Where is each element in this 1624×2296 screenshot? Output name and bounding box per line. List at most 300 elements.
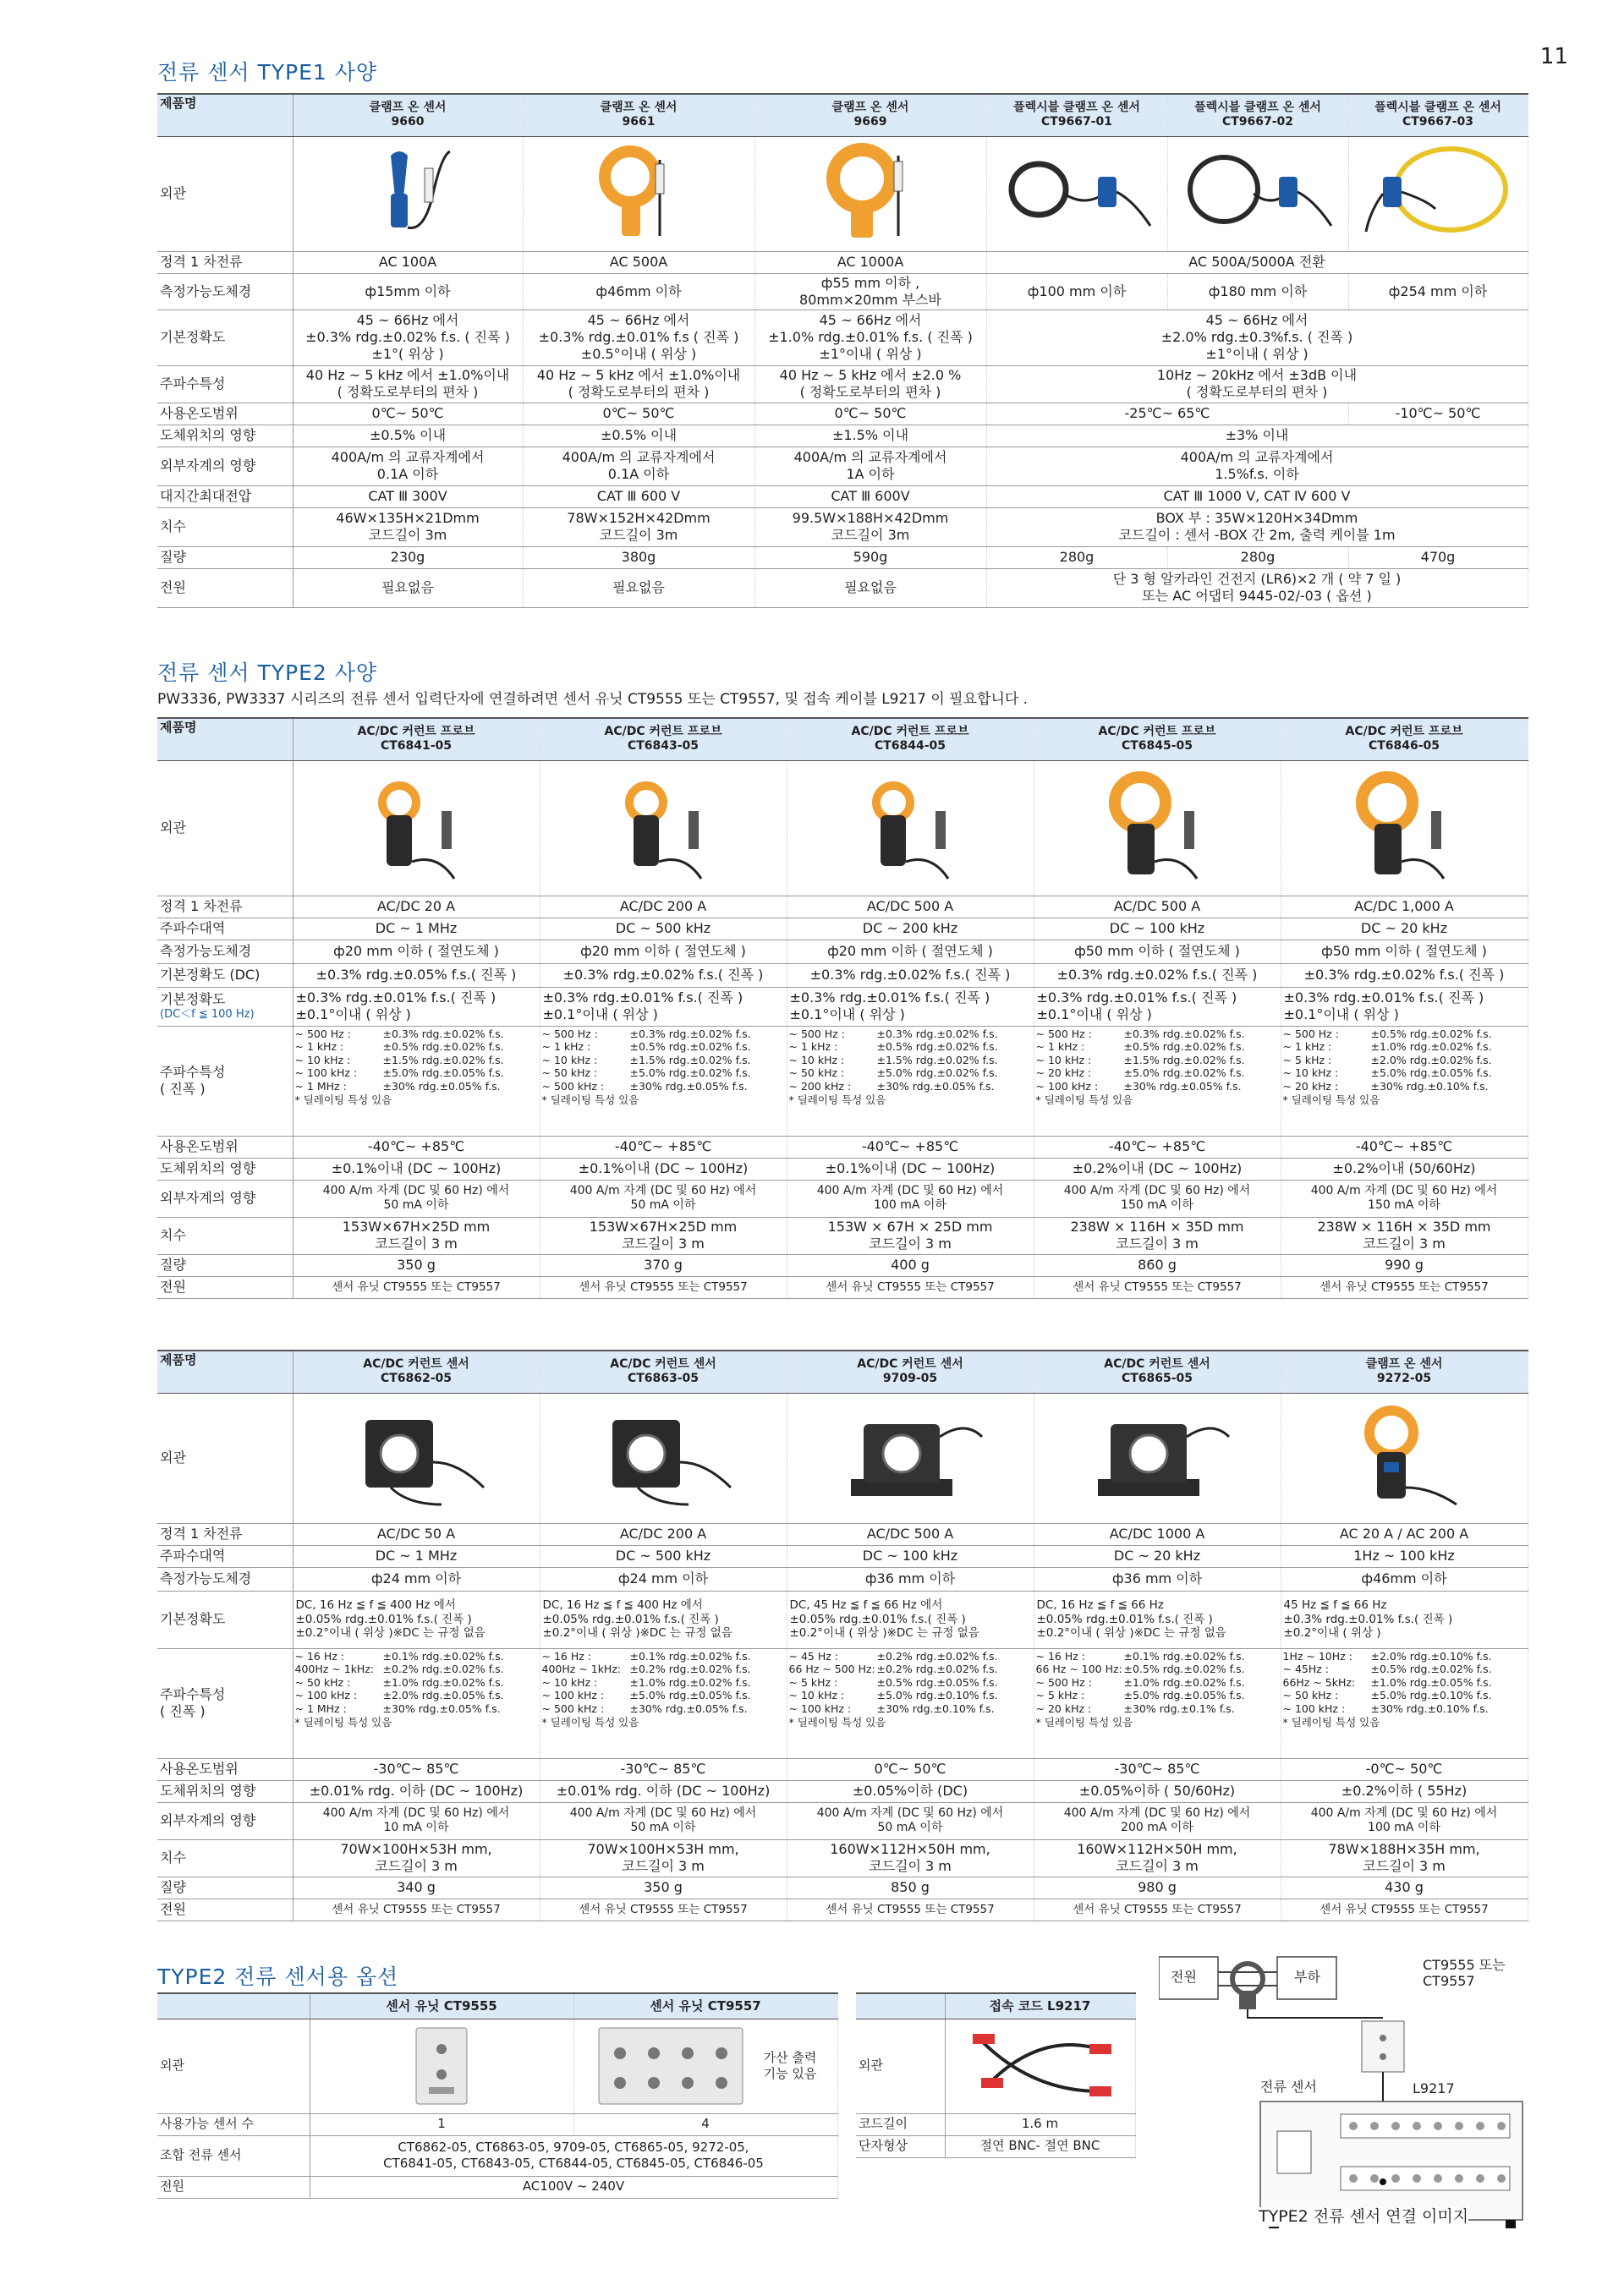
product-model: CT9667-03 bbox=[1402, 115, 1474, 129]
cell: 10Hz ~ 20kHz 에서 ±3dB 이내 ( 정확도로부터의 편차 ) bbox=[986, 365, 1528, 403]
cell: 70W×100H×53H mm, 코드길이 3 m bbox=[293, 1839, 540, 1877]
product-header: 클램프 온 센서 9272-05 bbox=[1281, 1351, 1528, 1393]
freq-row bbox=[157, 1648, 1528, 1758]
rated-row bbox=[157, 1523, 1528, 1545]
row-label: 정격 1 차전류 bbox=[157, 1523, 293, 1545]
freq-line: ~ 500 Hz : ±0.3% rdg.±0.02% f.s. bbox=[1035, 1027, 1245, 1040]
cell: 45 ~ 66Hz 에서 ±0.3% rdg.±0.02% f.s. ( 진폭 ) ±1°( 위상 ) bbox=[293, 310, 523, 365]
cell: 153W×67H×25D mm 코드길이 3 m bbox=[293, 1217, 540, 1254]
freq-line: ~ 50 kHz : ±1.0% rdg.±0.02% f.s. bbox=[294, 1675, 504, 1689]
diameter-row bbox=[157, 273, 1528, 310]
freq-line: ~ 50 kHz : ±5.0% rdg.±0.10% f.s. bbox=[1282, 1689, 1492, 1702]
cell: 78W×188H×35H mm, 코드길이 3 m bbox=[1281, 1839, 1528, 1877]
cell: ф24 mm 이하 bbox=[540, 1567, 787, 1591]
cell: AC 500A/5000A 전환 bbox=[986, 251, 1528, 273]
cell: AC/DC 1000 A bbox=[1034, 1523, 1281, 1545]
cell: 1.6 m bbox=[945, 2113, 1135, 2135]
mass-row bbox=[157, 1254, 1528, 1276]
cell: 400 A/m 자계 (DC 및 60 Hz) 에서 150 mA 이하 bbox=[1281, 1180, 1528, 1217]
product-image-ct9555 bbox=[310, 2019, 573, 2113]
cell: 370 g bbox=[540, 1254, 787, 1276]
cell: ф46mm 이하 bbox=[1281, 1567, 1528, 1591]
header-label: 제품명 bbox=[157, 718, 293, 760]
freq-line: ~ 500 Hz : ±1.0% rdg.±0.02% f.s. bbox=[1035, 1675, 1245, 1689]
diagram-sensor-label: 전류 센서 bbox=[1260, 2079, 1317, 2095]
row-label: 정격 1 차전류 bbox=[157, 251, 293, 273]
row-label: 측정가능도체경 bbox=[157, 273, 293, 310]
power-row bbox=[157, 1899, 1528, 1921]
cell: AC 500A bbox=[523, 251, 754, 273]
cell: CAT Ⅲ 1000 V, CAT Ⅳ 600 V bbox=[986, 485, 1528, 507]
freq-line: ~ 10 kHz : ±1.5% rdg.±0.02% f.s. bbox=[788, 1053, 998, 1066]
product-image-ct6841 bbox=[293, 760, 540, 896]
cell: 센서 유닛 CT9555 또는 CT9557 bbox=[293, 1899, 540, 1921]
freq-line: ~ 20 kHz : ±30% rdg.±0.1% f.s. bbox=[1035, 1702, 1235, 1715]
row-label: 질량 bbox=[157, 1254, 293, 1276]
row-label: 치수 bbox=[157, 1839, 293, 1877]
product-header: AC/DC 커런트 센서 CT6865-05 bbox=[1034, 1351, 1281, 1393]
freq-cell bbox=[540, 1648, 787, 1758]
external-row bbox=[157, 447, 1528, 485]
freq-line: ~ 1 kHz : ±0.5% rdg.±0.02% f.s. bbox=[1035, 1040, 1245, 1054]
cell: AC/DC 200 A bbox=[540, 1523, 787, 1545]
cell: DC, 16 Hz ≦ f ≦ 66 Hz ±0.05% rdg.±0.01% f.s.( 진폭 ) ±0.2°이내 ( 위상 )※DC 는 규정 없음 bbox=[1034, 1591, 1281, 1648]
cell: CT6862-05, CT6863-05, 9709-05, CT6865-05, 9272-05, CT6841-05, CT6843-05, CT6844-05, CT6845-05, CT6846-05 bbox=[310, 2135, 837, 2176]
voltage-row bbox=[157, 485, 1528, 507]
cell: -30℃~ 85℃ bbox=[540, 1758, 787, 1780]
cell: 400A/m 의 교류자계에서 1A 이하 bbox=[754, 447, 986, 485]
product-header: 접속 코드 L9217 bbox=[945, 1993, 1135, 2019]
row-label: 사용온도범위 bbox=[157, 1758, 293, 1780]
row-label: 외관 bbox=[157, 136, 293, 251]
power-row bbox=[157, 568, 1528, 607]
cell: ф46mm 이하 bbox=[523, 273, 754, 310]
product-header bbox=[986, 94, 1167, 136]
rated-row bbox=[157, 896, 1528, 918]
sensor-unit-table bbox=[157, 1992, 838, 2199]
product-name: 플렉시블 클램프 온 센서 bbox=[1013, 100, 1140, 114]
cell: 0℃~ 50℃ bbox=[523, 403, 754, 425]
cell: ±0.5% 이내 bbox=[523, 425, 754, 447]
freq-line: ~ 45Hz : ±0.5% rdg.±0.02% f.s. bbox=[1282, 1663, 1492, 1676]
header-label: 제품명 bbox=[157, 1351, 293, 1393]
cell: ф24 mm 이하 bbox=[293, 1567, 540, 1591]
cell: ±0.05%이하 ( 50/60Hz) bbox=[1034, 1780, 1281, 1802]
product-image-9661 bbox=[523, 136, 754, 251]
freq-line: ~ 500 kHz : ±30% rdg.±0.05% f.s. bbox=[541, 1702, 748, 1715]
freq-cell bbox=[540, 1026, 787, 1136]
addon-label: 가산 출력 기능 있음 bbox=[763, 2049, 817, 2081]
dims-row bbox=[157, 1839, 1528, 1877]
derating-note: * 딜레이팅 특성 있음 bbox=[1035, 1093, 1133, 1106]
cell: 46W×135H×21Dmm 코드길이 3m bbox=[293, 507, 523, 546]
product-image-ct6846 bbox=[1281, 760, 1528, 896]
freq-line: ~ 20 kHz : ±5.0% rdg.±0.02% f.s. bbox=[1035, 1066, 1245, 1080]
cell: DC, 16 Hz ≦ f ≦ 400 Hz 에서 ±0.05% rdg.±0.01% f.s.( 진폭 ) ±0.2°이내 ( 위상 )※DC 는 규정 없음 bbox=[540, 1591, 787, 1648]
cell: 필요없음 bbox=[754, 568, 986, 607]
cell: ±0.3% rdg.±0.02% f.s.( 진폭 ) bbox=[787, 963, 1034, 987]
row-label: 주파수대역 bbox=[157, 918, 293, 940]
freq-line: ~ 500 Hz : ±0.3% rdg.±0.02% f.s. bbox=[294, 1027, 504, 1040]
product-image-ct6844 bbox=[787, 760, 1034, 896]
cell: ±0.3% rdg.±0.05% f.s.( 진폭 ) bbox=[293, 963, 540, 987]
freq-row bbox=[157, 1026, 1528, 1136]
row-label: 질량 bbox=[157, 546, 293, 568]
freq-line: ~ 1 MHz : ±30% rdg.±0.05% f.s. bbox=[294, 1702, 501, 1715]
product-name: 클램프 온 센서 bbox=[600, 100, 678, 114]
cell: 78W×152H×42Dmm 코드길이 3m bbox=[523, 507, 754, 546]
mass-row bbox=[157, 546, 1528, 568]
row-label: 전원 bbox=[157, 2176, 310, 2198]
product-header bbox=[293, 94, 523, 136]
diagram-load-label: 부하 bbox=[1294, 1969, 1320, 1985]
diameter-row bbox=[157, 1567, 1528, 1591]
diameter-row bbox=[157, 940, 1528, 963]
freq-line: ~ 500 Hz : ±0.5% rdg.±0.02% f.s. bbox=[1282, 1027, 1492, 1040]
cell: 400A/m 의 교류자계에서 0.1A 이하 bbox=[293, 447, 523, 485]
product-header: 센서 유닛 CT9555 bbox=[310, 1993, 573, 2019]
row-label: 도체위치의 영향 bbox=[157, 1158, 293, 1180]
derating-note: * 딜레이팅 특성 있음 bbox=[1282, 1715, 1380, 1729]
cell: 340 g bbox=[293, 1877, 540, 1899]
position-row bbox=[157, 1780, 1528, 1802]
cell: 필요없음 bbox=[293, 568, 523, 607]
cell: AC 1000A bbox=[754, 251, 986, 273]
product-image-ct9667-02 bbox=[1167, 136, 1348, 251]
product-header: 센서 유닛 CT9557 bbox=[573, 1993, 837, 2019]
cell: 1 bbox=[310, 2113, 573, 2135]
row-label: 기본정확도 (DC＜f ≦ 100 Hz) bbox=[157, 987, 293, 1026]
freq-line: ~ 500 Hz : ±0.3% rdg.±0.02% f.s. bbox=[788, 1027, 998, 1040]
page-number: 11 bbox=[1539, 44, 1568, 69]
row-label: 단자형상 bbox=[856, 2135, 945, 2157]
cell: 470g bbox=[1348, 546, 1528, 568]
cell: 45 ~ 66Hz 에서 ±0.3% rdg.±0.01% f.s ( 진폭 ) ±0.5°이내 ( 위상 ) bbox=[523, 310, 754, 365]
freq-line: 1Hz ~ 10Hz : ±2.0% rdg.±0.10% f.s. bbox=[1282, 1649, 1492, 1663]
freq-line: 400Hz ~ 1kHz: ±0.2% rdg.±0.02% f.s. bbox=[294, 1663, 504, 1676]
freq-line: ~ 20 kHz : ±30% rdg.±0.10% f.s. bbox=[1282, 1080, 1489, 1093]
mass-row bbox=[157, 1877, 1528, 1899]
row-label: 외관 bbox=[157, 760, 293, 896]
cell: 센서 유닛 CT9555 또는 CT9557 bbox=[1281, 1899, 1528, 1921]
cell: -10℃~ 50℃ bbox=[1348, 403, 1528, 425]
type2-note: PW3336, PW3337 시리즈의 전류 센서 입력단자에 연결하려면 센서 유닛 CT9555 또는 CT9557, 및 접속 케이블 L9217 이 필요합니다 . bbox=[157, 691, 1029, 708]
cell: 40 Hz ~ 5 kHz 에서 ±2.0 % ( 정확도로부터의 편차 ) bbox=[754, 365, 986, 403]
cell: 400A/m 의 교류자계에서 0.1A 이하 bbox=[523, 447, 754, 485]
cell: 980 g bbox=[1034, 1877, 1281, 1899]
cell: CAT Ⅲ 600 V bbox=[523, 485, 754, 507]
cell: 센서 유닛 CT9555 또는 CT9557 bbox=[540, 1899, 787, 1921]
diagram-unit-label: CT9555 또는 CT9557 bbox=[1423, 1957, 1506, 1990]
cell: AC/DC 500 A bbox=[787, 1523, 1034, 1545]
cell: DC ~ 500 kHz bbox=[540, 1545, 787, 1567]
cell: 850 g bbox=[787, 1877, 1034, 1899]
cell: 센서 유닛 CT9555 또는 CT9557 bbox=[787, 1276, 1034, 1298]
cell: AC/DC 500 A bbox=[1034, 896, 1281, 918]
cell: ±0.01% rdg. 이하 (DC ~ 100Hz) bbox=[540, 1780, 787, 1802]
row-label: 사용가능 센서 수 bbox=[157, 2113, 310, 2135]
cell: 400 A/m 자계 (DC 및 60 Hz) 에서 50 mA 이하 bbox=[293, 1180, 540, 1217]
freq-line: ~ 1 kHz : ±0.5% rdg.±0.02% f.s. bbox=[788, 1040, 998, 1054]
row-label: 전원 bbox=[157, 1276, 293, 1298]
freq-cell bbox=[1281, 1648, 1528, 1758]
type2-title: 전류 센서 TYPE2 사양 bbox=[157, 660, 378, 685]
cell: DC ~ 500 kHz bbox=[540, 918, 787, 940]
row-label: 대지간최대전압 bbox=[157, 485, 293, 507]
product-image-9272 bbox=[1281, 1393, 1528, 1523]
cell: AC/DC 500 A bbox=[787, 896, 1034, 918]
freq-line: ~ 100 kHz : ±30% rdg.±0.05% f.s. bbox=[1035, 1080, 1242, 1093]
cell: ±0.05%이하 (DC) bbox=[787, 1780, 1034, 1802]
cell: 400 A/m 자계 (DC 및 60 Hz) 에서 100 mA 이하 bbox=[1281, 1802, 1528, 1839]
cell: AC/DC 50 A bbox=[293, 1523, 540, 1545]
options-title: TYPE2 전류 센서용 옵션 bbox=[157, 1964, 399, 1989]
cell: 238W × 116H × 35D mm 코드길이 3 m bbox=[1034, 1217, 1281, 1254]
freq-line: ~ 200 kHz : ±30% rdg.±0.05% f.s. bbox=[788, 1080, 995, 1093]
product-header: AC/DC 커런트 센서 9709-05 bbox=[787, 1351, 1034, 1393]
cell: ф254 mm 이하 bbox=[1348, 273, 1528, 310]
cell: AC/DC 1,000 A bbox=[1281, 896, 1528, 918]
row-label: 도체위치의 영향 bbox=[157, 1780, 293, 1802]
freq-line: ~ 500 kHz : ±30% rdg.±0.05% f.s. bbox=[541, 1080, 748, 1093]
external-row bbox=[157, 1802, 1528, 1839]
row-label: 도체위치의 영향 bbox=[157, 425, 293, 447]
row-label: 코드길이 bbox=[856, 2113, 945, 2135]
freq-line: ~ 1 kHz : ±0.5% rdg.±0.02% f.s. bbox=[294, 1040, 504, 1054]
derating-note: * 딜레이팅 특성 있음 bbox=[541, 1093, 639, 1106]
derating-note: * 딜레이팅 특성 있음 bbox=[788, 1093, 886, 1106]
derating-note: * 딜레이팅 특성 있음 bbox=[294, 1715, 392, 1729]
row-label: 기본정확도 (DC) bbox=[157, 963, 293, 987]
product-header: AC/DC 커런트 프로브 CT6846-05 bbox=[1281, 718, 1528, 760]
acc-ac-row bbox=[157, 987, 1528, 1026]
cell: ±0.3% rdg.±0.02% f.s.( 진폭 ) bbox=[1034, 963, 1281, 987]
cell: 400 A/m 자계 (DC 및 60 Hz) 에서 50 mA 이하 bbox=[540, 1802, 787, 1839]
row-label: 주파수특성 bbox=[157, 365, 293, 403]
cell: 400 A/m 자계 (DC 및 60 Hz) 에서 200 mA 이하 bbox=[1034, 1802, 1281, 1839]
cell: 400 g bbox=[787, 1254, 1034, 1276]
cell: 280g bbox=[1167, 546, 1348, 568]
freq-row bbox=[157, 365, 1528, 403]
cell: 990 g bbox=[1281, 1254, 1528, 1276]
cell: AC/DC 200 A bbox=[540, 896, 787, 918]
freq-cell bbox=[1034, 1026, 1281, 1136]
cell: -40℃~ +85℃ bbox=[293, 1136, 540, 1158]
cell: DC ~ 1 MHz bbox=[293, 1545, 540, 1567]
cell: 70W×100H×53H mm, 코드길이 3 m bbox=[540, 1839, 787, 1877]
cell: DC, 16 Hz ≦ f ≦ 400 Hz 에서 ±0.05% rdg.±0.01% f.s.( 진폭 ) ±0.2°이내 ( 위상 )※DC 는 규정 없음 bbox=[293, 1591, 540, 1648]
cell: 400 A/m 자계 (DC 및 60 Hz) 에서 10 mA 이하 bbox=[293, 1802, 540, 1839]
temp-row bbox=[157, 1136, 1528, 1158]
cell: 350 g bbox=[293, 1254, 540, 1276]
accuracy-row bbox=[157, 1591, 1528, 1648]
type2-table-b bbox=[157, 1350, 1528, 1921]
cell: 860 g bbox=[1034, 1254, 1281, 1276]
product-header: AC/DC 커런트 센서 CT6862-05 bbox=[293, 1351, 540, 1393]
header-row bbox=[157, 718, 1528, 760]
freq-line: ~ 10 kHz : ±1.0% rdg.±0.02% f.s. bbox=[541, 1675, 751, 1689]
cell: ±0.01% rdg. 이하 (DC ~ 100Hz) bbox=[293, 1780, 540, 1802]
product-model: CT9667-02 bbox=[1221, 115, 1294, 129]
cell: ф55 mm 이하 , 80mm×20mm 부스바 bbox=[754, 273, 986, 310]
product-header: AC/DC 커런트 프로브 CT6843-05 bbox=[540, 718, 787, 760]
cell: 280g bbox=[986, 546, 1167, 568]
acc-dc-row bbox=[157, 963, 1528, 987]
cell: DC, 45 Hz ≦ f ≦ 66 Hz 에서 ±0.05% rdg.±0.01% f.s.( 진폭 ) ±0.2°이내 ( 위상 )※DC 는 규정 없음 bbox=[787, 1591, 1034, 1648]
freq-line: 400Hz ~ 1kHz: ±0.2% rdg.±0.02% f.s. bbox=[541, 1663, 751, 1676]
product-image-ct9667-01 bbox=[986, 136, 1167, 251]
row-label: 측정가능도체경 bbox=[157, 940, 293, 963]
rated-row bbox=[157, 251, 1528, 273]
freq-line: ~ 10 kHz : ±1.5% rdg.±0.02% f.s. bbox=[1035, 1053, 1245, 1066]
cell: ±0.3% rdg.±0.01% f.s.( 진폭 ) ±0.1°이내 ( 위상 ) bbox=[540, 987, 787, 1026]
freq-line: ~ 1 kHz : ±0.5% rdg.±0.02% f.s. bbox=[541, 1040, 751, 1054]
header-row bbox=[157, 1351, 1528, 1393]
cell: 153W × 67H × 25D mm 코드길이 3 m bbox=[787, 1217, 1034, 1254]
cell: 400 A/m 자계 (DC 및 60 Hz) 에서 50 mA 이하 bbox=[540, 1180, 787, 1217]
product-header bbox=[1167, 94, 1348, 136]
row-label: 외관 bbox=[157, 1393, 293, 1523]
row-label: 기본정확도 bbox=[157, 310, 293, 365]
row-label: 주파수대역 bbox=[157, 1545, 293, 1567]
cell: ±0.3% rdg.±0.02% f.s.( 진폭 ) bbox=[1281, 963, 1528, 987]
product-name: 클램프 온 센서 bbox=[831, 100, 909, 114]
freq-line: ~ 5 kHz : ±5.0% rdg.±0.05% f.s. bbox=[1035, 1689, 1245, 1702]
cell: AC 20 A / AC 200 A bbox=[1281, 1523, 1528, 1545]
cell: ±0.3% rdg.±0.01% f.s.( 진폭 ) ±0.1°이내 ( 위상 ) bbox=[787, 987, 1034, 1026]
freq-cell bbox=[1281, 1026, 1528, 1136]
product-image-ct6862 bbox=[293, 1393, 540, 1523]
cell: DC ~ 200 kHz bbox=[787, 918, 1034, 940]
appearance-row bbox=[157, 136, 1528, 251]
freq-line: ~ 10 kHz : ±1.5% rdg.±0.02% f.s. bbox=[294, 1053, 504, 1066]
cell: ±0.5% 이내 bbox=[293, 425, 523, 447]
row-label: 치수 bbox=[157, 1217, 293, 1254]
cell: DC ~ 100 kHz bbox=[787, 1545, 1034, 1567]
freq-line: 66Hz ~ 5kHz: ±1.0% rdg.±0.05% f.s. bbox=[1282, 1675, 1492, 1689]
row-label: 사용온도범위 bbox=[157, 403, 293, 425]
freq-line: ~ 100 kHz : ±5.0% rdg.±0.05% f.s. bbox=[541, 1689, 751, 1702]
product-image-9669 bbox=[754, 136, 986, 251]
product-image-9709 bbox=[787, 1393, 1034, 1523]
row-label: 질량 bbox=[157, 1877, 293, 1899]
cell: 센서 유닛 CT9555 또는 CT9557 bbox=[540, 1276, 787, 1298]
power-row bbox=[157, 1276, 1528, 1298]
cell: ±0.2%이내 (DC ~ 100Hz) bbox=[1034, 1158, 1281, 1180]
product-header bbox=[1348, 94, 1528, 136]
freq-line: ~ 500 Hz : ±0.3% rdg.±0.02% f.s. bbox=[541, 1027, 751, 1040]
cell: 0℃~ 50℃ bbox=[754, 403, 986, 425]
cell: 45 ~ 66Hz 에서 ±2.0% rdg.±0.3%f.s. ( 진폭 ) ±1°이내 ( 위상 ) bbox=[986, 310, 1528, 365]
cell: DC ~ 20 kHz bbox=[1281, 918, 1528, 940]
cell: 400A/m 의 교류자계에서 1.5%f.s. 이하 bbox=[986, 447, 1528, 485]
derating-note: * 딜레이팅 특성 있음 bbox=[1282, 1093, 1380, 1106]
type1-title: 전류 센서 TYPE1 사양 bbox=[157, 60, 378, 85]
cell: CAT Ⅲ 300V bbox=[293, 485, 523, 507]
derating-note: * 딜레이팅 특성 있음 bbox=[541, 1715, 639, 1729]
cell: CAT Ⅲ 600V bbox=[754, 485, 986, 507]
cell: 380g bbox=[523, 546, 754, 568]
row-label: 정격 1 차전류 bbox=[157, 896, 293, 918]
cell: ±0.1%이내 (DC ~ 100Hz) bbox=[787, 1158, 1034, 1180]
cell: ±0.2%이내 (50/60Hz) bbox=[1281, 1158, 1528, 1180]
cell: 센서 유닛 CT9555 또는 CT9557 bbox=[293, 1276, 540, 1298]
product-image-l9217 bbox=[945, 2019, 1135, 2113]
cell: 0℃~ 50℃ bbox=[293, 403, 523, 425]
cell: AC/DC 20 A bbox=[293, 896, 540, 918]
product-model: 9660 bbox=[391, 115, 425, 129]
row-label: 외관 bbox=[157, 2019, 310, 2113]
temp-row bbox=[157, 403, 1528, 425]
freq-line: ~ 10 kHz : ±5.0% rdg.±0.05% f.s. bbox=[1282, 1066, 1492, 1080]
freq-cell bbox=[293, 1648, 540, 1758]
cell: -30℃~ 85℃ bbox=[293, 1758, 540, 1780]
cell: 400 A/m 자계 (DC 및 60 Hz) 에서 100 mA 이하 bbox=[787, 1180, 1034, 1217]
product-image-ct9557 bbox=[573, 2019, 837, 2113]
freq-cell bbox=[1034, 1648, 1281, 1758]
cell: DC ~ 100 kHz bbox=[1034, 918, 1281, 940]
cell: ф50 mm 이하 ( 절연도체 ) bbox=[1034, 940, 1281, 963]
product-image-ct9667-03 bbox=[1348, 136, 1528, 251]
freq-cell bbox=[787, 1648, 1034, 1758]
cell: ±1.5% 이내 bbox=[754, 425, 986, 447]
freq-cell bbox=[293, 1026, 540, 1136]
external-row bbox=[157, 1180, 1528, 1217]
cell: -0℃~ 50℃ bbox=[1281, 1758, 1528, 1780]
freq-line: ~ 5 kHz : ±0.5% rdg.±0.05% f.s. bbox=[788, 1675, 998, 1689]
cell: -40℃~ +85℃ bbox=[1034, 1136, 1281, 1158]
freq-line: ~ 5 kHz : ±2.0% rdg.±0.02% f.s. bbox=[1282, 1053, 1492, 1066]
product-model: 9661 bbox=[622, 115, 656, 129]
cell: ф36 mm 이하 bbox=[1034, 1567, 1281, 1591]
band-row bbox=[157, 1545, 1528, 1567]
freq-line: ~ 10 kHz : ±1.5% rdg.±0.02% f.s. bbox=[541, 1053, 751, 1066]
cell: -40℃~ +85℃ bbox=[540, 1136, 787, 1158]
cell: ±3% 이내 bbox=[986, 425, 1528, 447]
product-model: 9669 bbox=[853, 115, 887, 129]
row-label: 기본정확도 bbox=[157, 1591, 293, 1648]
freq-line: ~ 100 kHz : ±30% rdg.±0.10% f.s. bbox=[1282, 1702, 1489, 1715]
derating-note: * 딜레이팅 특성 있음 bbox=[788, 1715, 886, 1729]
cell: ф20 mm 이하 ( 절연도체 ) bbox=[293, 940, 540, 963]
cell: ф36 mm 이하 bbox=[787, 1567, 1034, 1591]
position-row bbox=[157, 425, 1528, 447]
product-model: CT9667-01 bbox=[1040, 115, 1113, 129]
row-label: 주파수특성 ( 진폭 ) bbox=[157, 1648, 293, 1758]
cell: DC ~ 1 MHz bbox=[293, 918, 540, 940]
product-header bbox=[754, 94, 986, 136]
cell: AC 100A bbox=[293, 251, 523, 273]
cell: 590g bbox=[754, 546, 986, 568]
cell: ±0.1%이내 (DC ~ 100Hz) bbox=[540, 1158, 787, 1180]
dims-row bbox=[157, 1217, 1528, 1254]
temp-row bbox=[157, 1758, 1528, 1780]
row-label: 외부자계의 영향 bbox=[157, 447, 293, 485]
cell: 센서 유닛 CT9555 또는 CT9557 bbox=[1034, 1899, 1281, 1921]
cell: -40℃~ +85℃ bbox=[1281, 1136, 1528, 1158]
freq-line: ~ 16 Hz : ±0.1% rdg.±0.02% f.s. bbox=[294, 1649, 504, 1663]
cell: 0℃~ 50℃ bbox=[787, 1758, 1034, 1780]
derating-note: * 딜레이팅 특성 있음 bbox=[1035, 1715, 1133, 1729]
cell: 350 g bbox=[540, 1877, 787, 1899]
freq-line: 66 Hz ~ 500 Hz: ±0.2% rdg.±0.02% f.s. bbox=[788, 1663, 998, 1676]
cell: ф180 mm 이하 bbox=[1167, 273, 1348, 310]
cell: 230g bbox=[293, 546, 523, 568]
cell: ±0.3% rdg.±0.01% f.s.( 진폭 ) ±0.1°이내 ( 위상 ) bbox=[293, 987, 540, 1026]
cell: -40℃~ +85℃ bbox=[787, 1136, 1034, 1158]
header-label: 제품명 bbox=[157, 94, 293, 136]
appearance-row bbox=[157, 760, 1528, 896]
